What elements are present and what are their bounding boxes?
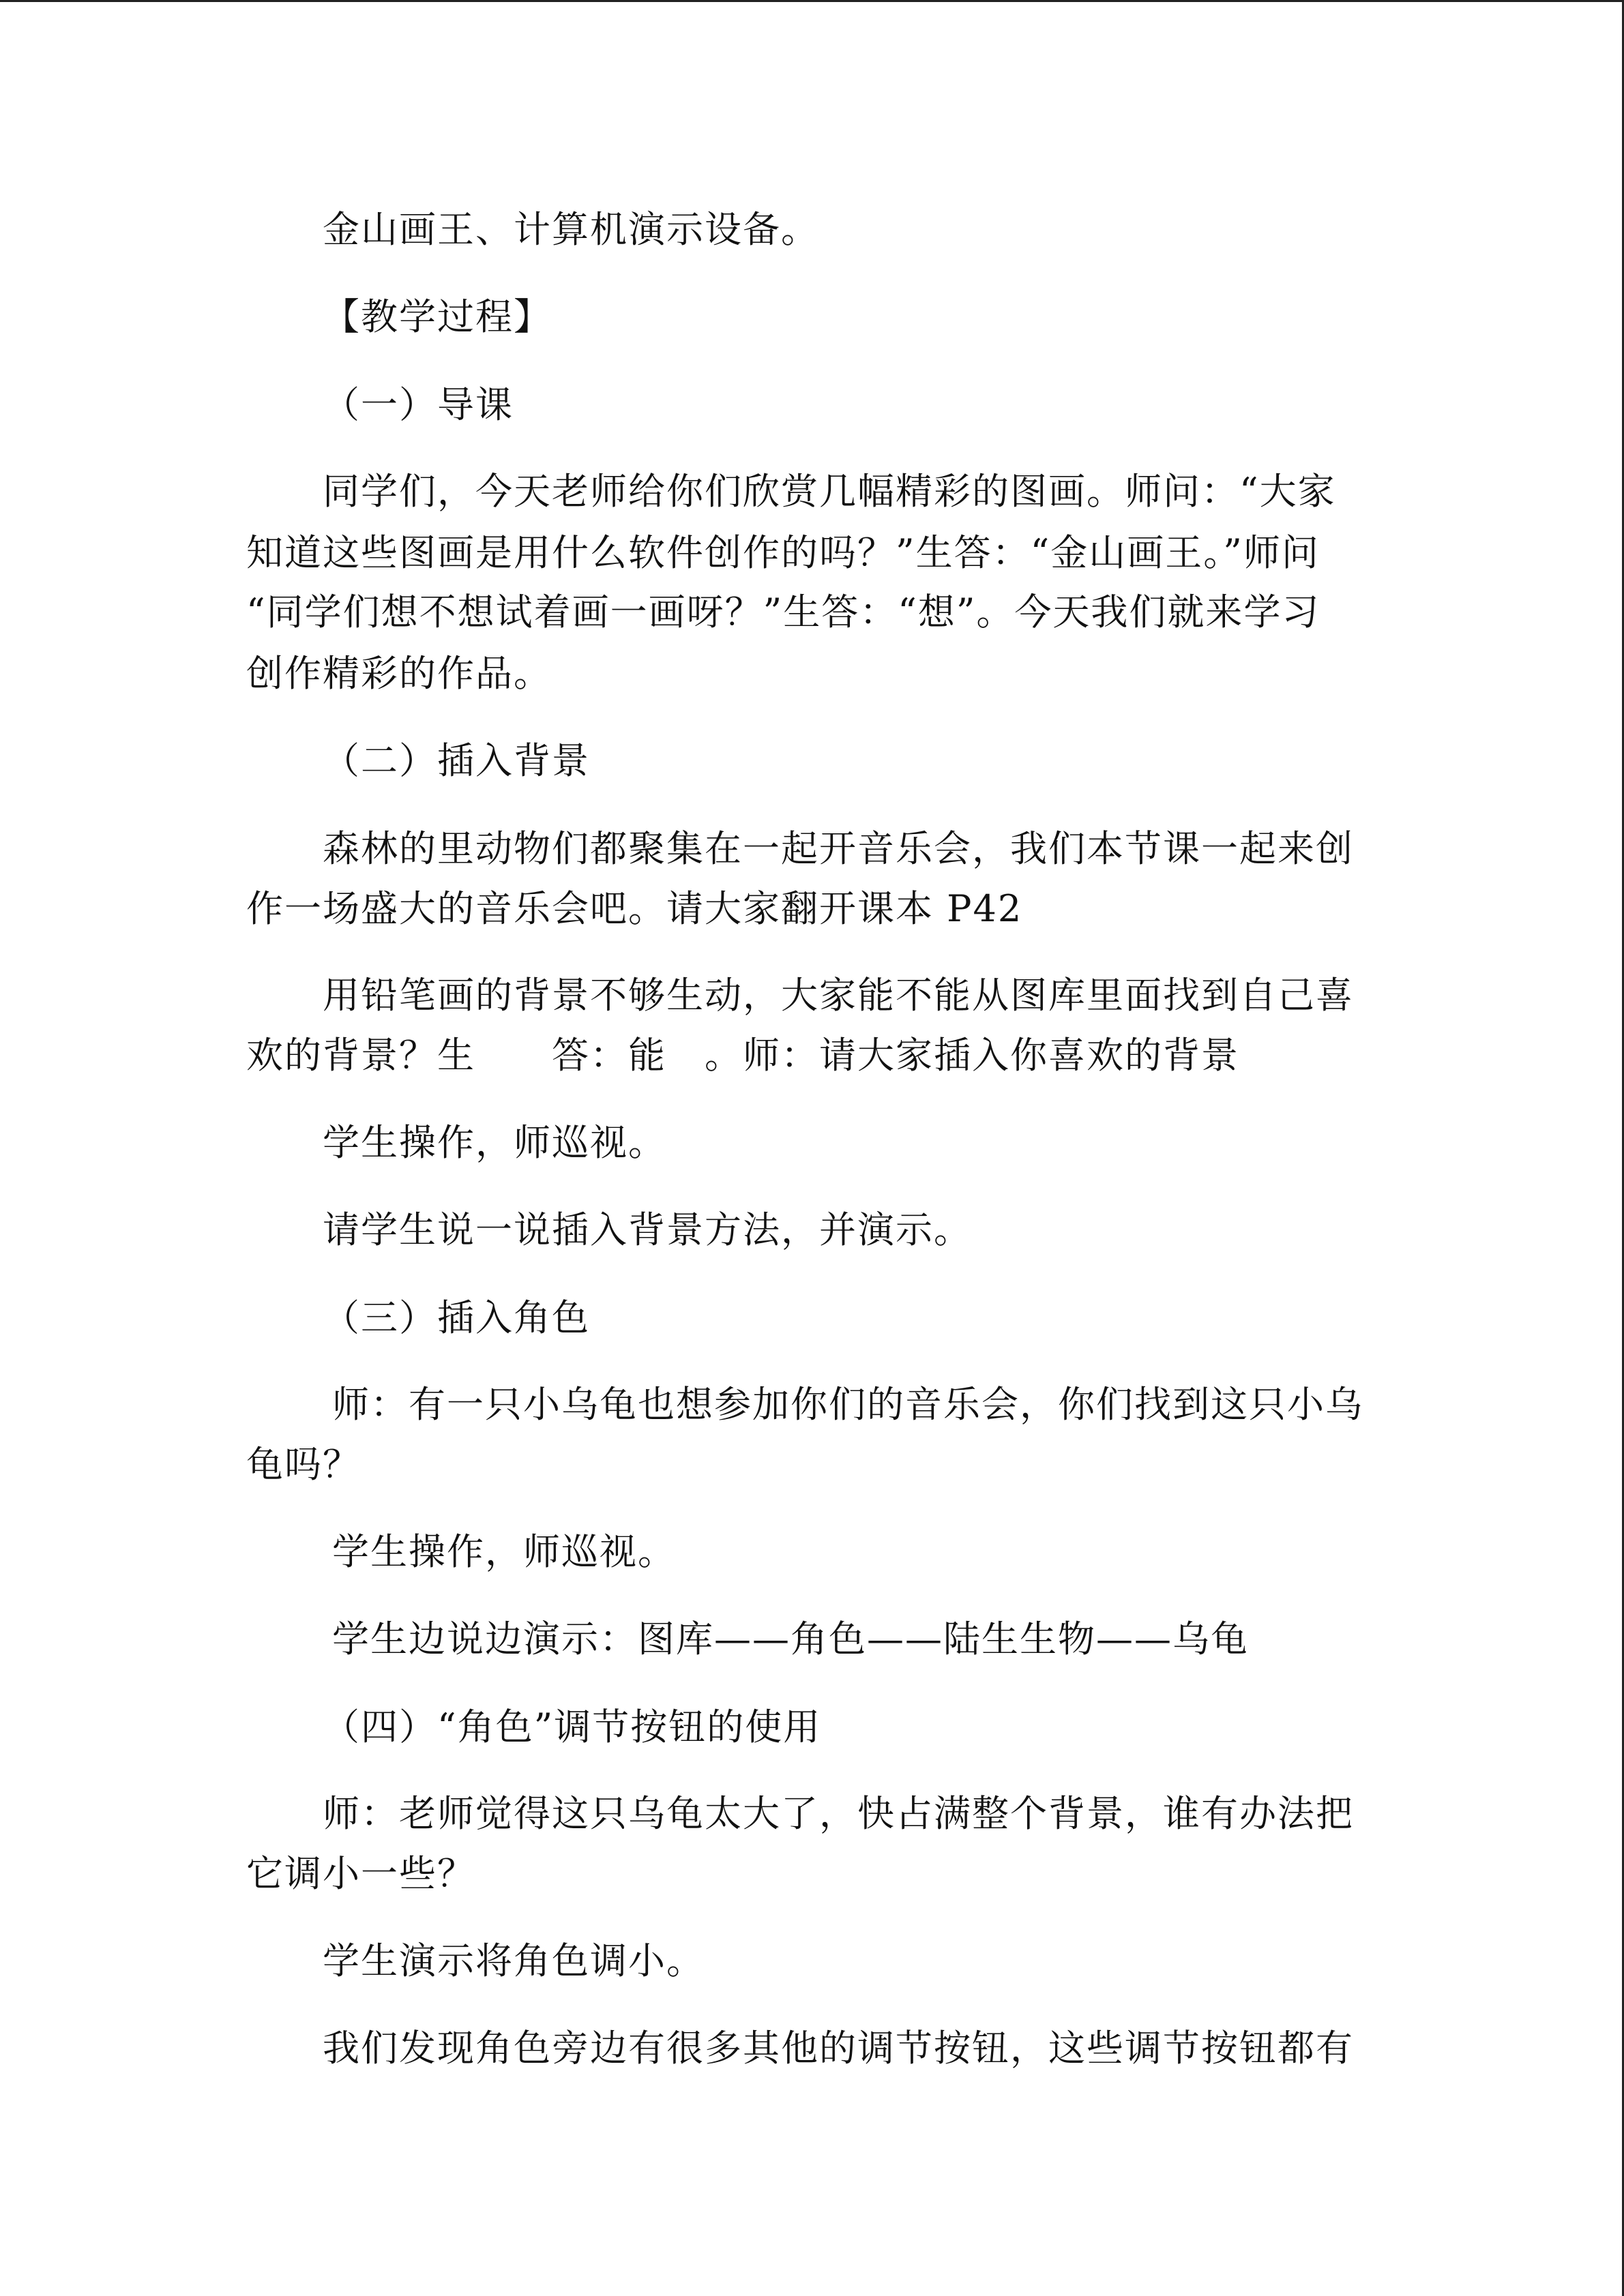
section-heading: （二）插入背景 [323,739,590,782]
section-heading: （四）“角色”调节按钮的使用 [323,1705,822,1748]
text-line: 学生边说边演示：图库——角色——陆生生物——乌龟 [332,1617,1249,1660]
text-line: 同学们，今天老师给你们欣赏几幅精彩的图画。师问：“大家 [323,470,1336,513]
section-heading: （三）插入角色 [323,1296,590,1339]
text-line: “同学们想不想试着画一画呀？”生答：“想”。今天我们就来学习 [246,591,1320,633]
text-line: 学生操作，师巡视。 [323,1121,666,1164]
text-line: 学生演示将角色调小。 [323,1939,705,1982]
text-line: 龟吗？ [246,1443,361,1486]
text-line: 请学生说一说插入背景方法，并演示。 [323,1208,972,1251]
text-line: 森林的里动物们都聚集在一起开音乐会，我们本节课一起来创 [323,827,1354,870]
text-line: 学生操作，师巡视。 [332,1530,676,1573]
text-line: 创作精彩的作品。 [246,652,552,695]
text-line: 金山画王、计算机演示设备。 [323,208,819,251]
section-heading: 【教学过程】 [323,295,552,338]
text-line: 用铅笔画的背景不够生动，大家能不能从图库里面找到自己喜 [323,974,1354,1017]
text-line: 我们发现角色旁边有很多其他的调节按钮，这些调节按钮都有 [323,2027,1354,2070]
text-line: 师：老师觉得这只乌龟太大了，快占满整个背景，谁有办法把 [323,1792,1354,1835]
text-line: 作一场盛大的音乐会吧。请大家翻开课本 P42 [246,887,1023,930]
text-line: 它调小一些？ [246,1852,475,1895]
section-heading: （一）导课 [323,383,514,426]
text-line: 欢的背景？生 答：能 。师：请大家插入你喜欢的背景 [246,1034,1239,1077]
text-line: 知道这些图画是用什么软件创作的吗？”生答：“金山画王。”师问 [246,531,1320,574]
page-border-top [0,0,1624,2]
text-line: 师：有一只小乌龟也想参加你们的音乐会，你们找到这只小乌 [332,1383,1363,1426]
